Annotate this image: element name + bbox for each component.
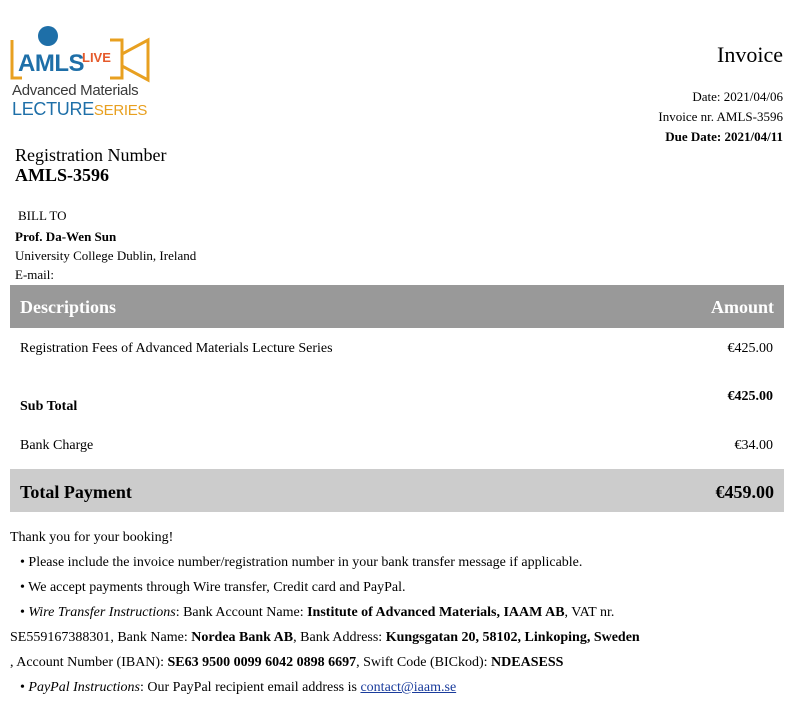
bank-charge-amount: €34.00 <box>734 438 773 453</box>
paypal-line: • PayPal Instructions: Our PayPal recipient email address is contact@iaam.se <box>20 680 457 695</box>
logo-brand: AMLS <box>18 50 84 77</box>
invoice-date: Date: 2021/04/06 <box>692 89 783 104</box>
bill-to-email: E-mail: <box>15 267 54 282</box>
bill-to-affiliation: University College Dublin, Ireland <box>15 248 197 263</box>
note-payment-methods: • We accept payments through Wire transfer, Credit card and PayPal. <box>20 580 406 595</box>
fee-amount: €425.00 <box>727 341 773 356</box>
bill-to-heading: BILL TO <box>18 208 67 223</box>
wire-bank-name: Nordea Bank AB <box>191 630 294 645</box>
wire-label: Wire Transfer Instructions <box>28 605 176 620</box>
wire-transfer-line1: • Wire Transfer Instructions: Bank Account Name: Institute of Advanced Materials, IAAM AB, VAT nr. <box>20 605 615 620</box>
logo-line1: Advanced Materials <box>12 82 139 99</box>
logo-line2-main: LECTURE <box>12 99 94 119</box>
due-date: Due Date: 2021/04/11 <box>665 129 783 144</box>
wire-transfer-line3: , Account Number (IBAN): SE63 9500 0099 6042 0898 6697, Swift Code (BICkod): NDEASESS <box>10 655 564 670</box>
bill-to-name: Prof. Da-Wen Sun <box>15 229 117 244</box>
total-label: Total Payment <box>20 482 132 502</box>
total-payment-bar <box>10 469 784 512</box>
registration-label: Registration Number <box>15 145 167 165</box>
col-description: Descriptions <box>20 297 116 317</box>
wire-vat: SE559167388301 <box>10 630 111 645</box>
col-amount: Amount <box>710 297 774 317</box>
logo-line2 <box>12 99 147 120</box>
paypal-email-link[interactable]: contact@iaam.se <box>360 680 457 695</box>
subtotal-label: Sub Total <box>20 399 78 414</box>
amls-logo <box>10 26 160 126</box>
bullet-text: We accept payments through Wire transfer, Credit card and PayPal. <box>28 580 406 595</box>
logo-line2-accent: SERIES <box>93 102 148 119</box>
bullet-text: Please include the invoice number/registration number in your bank transfer message if applicable. <box>28 555 583 570</box>
subtotal-amount: €425.00 <box>727 389 773 404</box>
fee-description: Registration Fees of Advanced Materials Lecture Series <box>20 341 333 356</box>
invoice-number: Invoice nr. AMLS-3596 <box>658 109 783 124</box>
thank-you-text: Thank you for your booking! <box>10 530 174 545</box>
wire-account-name: Institute of Advanced Materials, IAAM AB <box>307 605 565 620</box>
table-header <box>10 285 784 328</box>
wire-bank-address: Kungsgatan 20, 58102, Linkoping, Sweden <box>385 630 640 645</box>
logo-live: LIVE <box>82 50 111 65</box>
paypal-label: PayPal Instructions <box>28 680 141 695</box>
bank-charge-label: Bank Charge <box>20 438 94 453</box>
wire-swift: NDEASESS <box>491 655 564 670</box>
wire-iban: SE63 9500 0099 6042 0898 6697 <box>167 655 357 670</box>
registration-number: AMLS-3596 <box>15 165 109 185</box>
wire-transfer-line2: SE559167388301, Bank Name: Nordea Bank AB, Bank Address: Kungsgatan 20, 58102, Linkoping, Sweden <box>10 630 640 645</box>
note-invoice-number: • Please include the invoice number/registration number in your bank transfer message if applicable. <box>20 555 583 570</box>
invoice-title: Invoice <box>717 42 783 67</box>
total-amount: €459.00 <box>715 482 774 502</box>
